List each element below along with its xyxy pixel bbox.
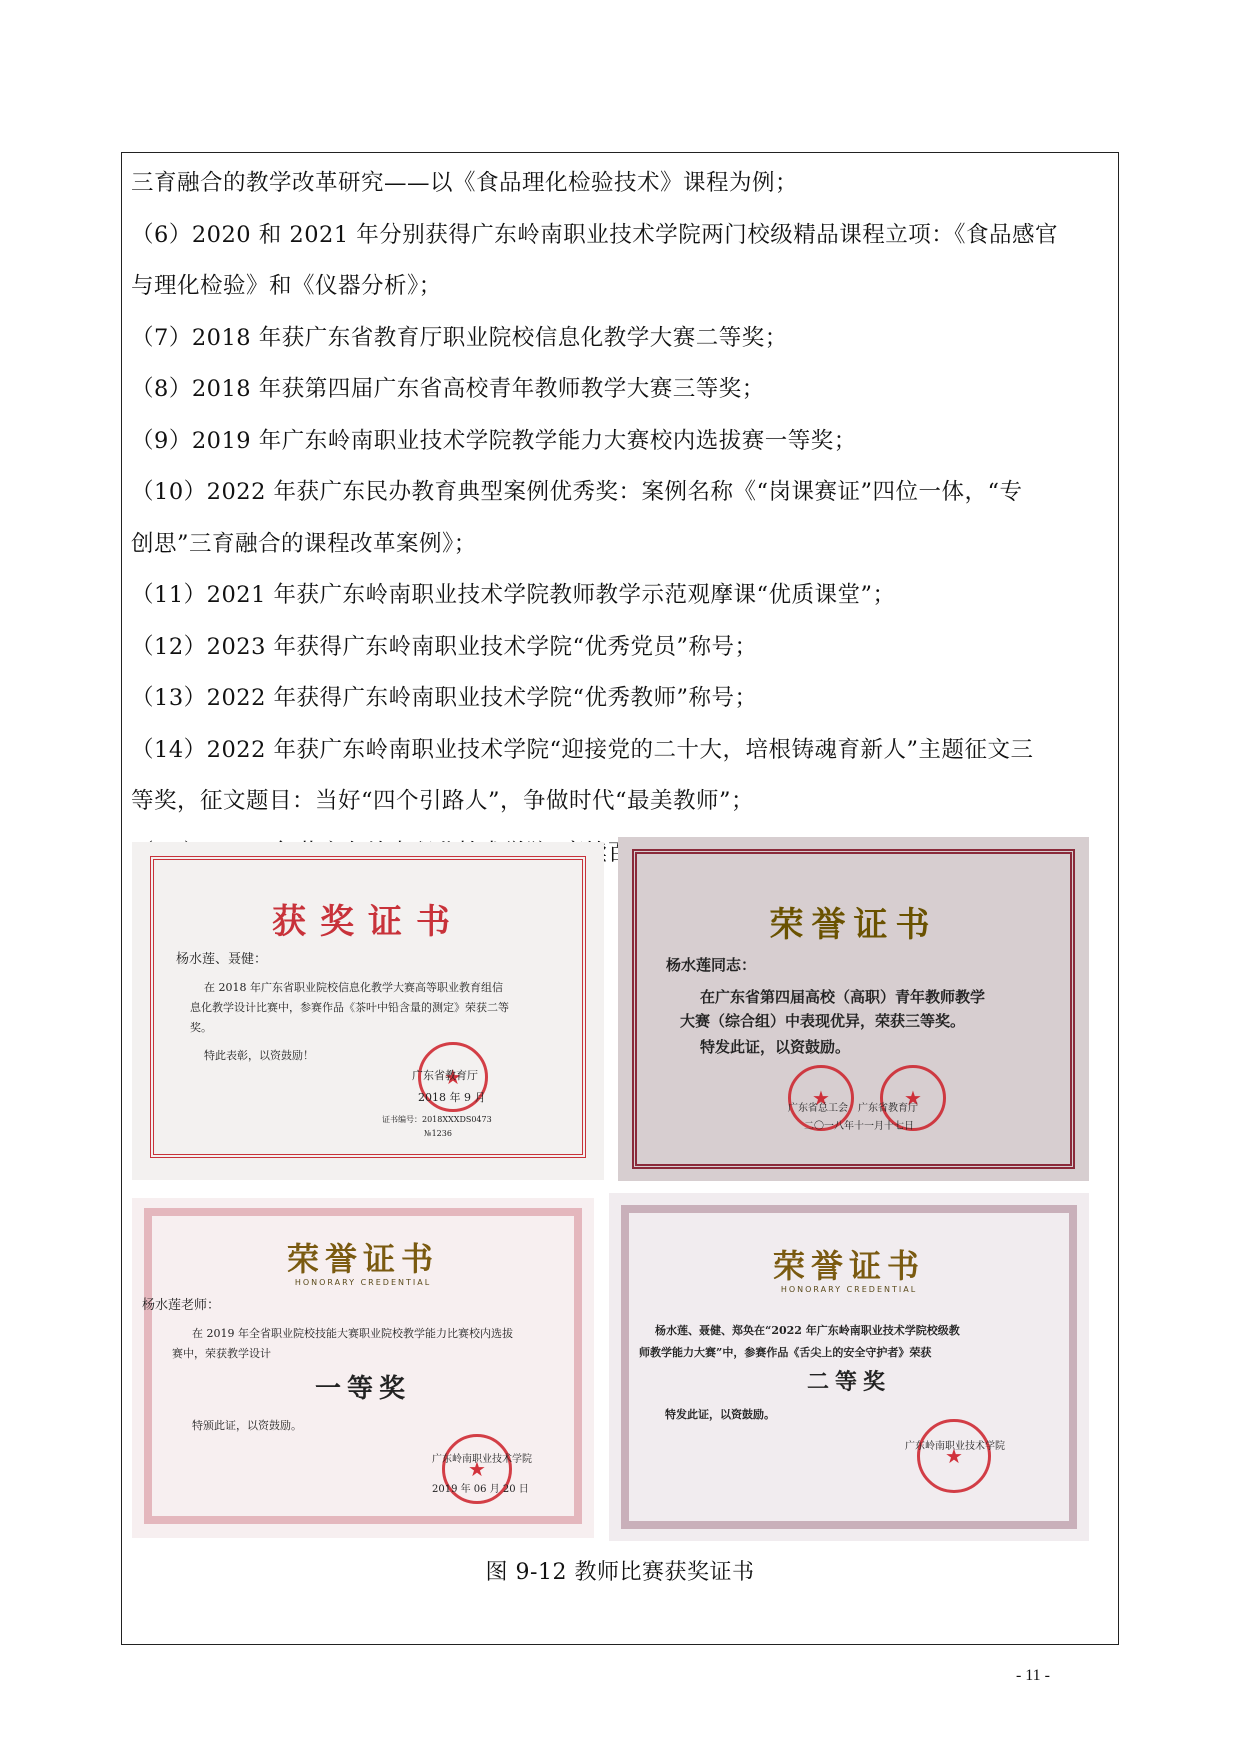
text-line: 三育融合的教学改革研究——以《食品理化检验技术》课程为例； (131, 170, 799, 196)
text-line: 创思”三育融合的课程改革案例》； (131, 530, 477, 557)
certificate-title: 荣誉证书 (286, 1240, 439, 1278)
certificate-recipient: 杨水莲同志： (666, 956, 757, 974)
text-line: （11）2021 年获广东岭南职业技术学院教师教学示范观摩课“优质课堂”； (131, 582, 896, 608)
text-line: （8）2018 年获第四届广东省高校青年教师教学大赛三等奖； (131, 376, 765, 402)
certificate-body: 奖。 (190, 1021, 212, 1034)
certificate-body: 在 2019 年全省职业院校技能大赛职业院校教学能力比赛校内选拔 (192, 1327, 513, 1340)
certificate-closing: 特此表彰，以资鼓励！ (204, 1049, 314, 1062)
certificate-recipient: 杨水莲老师： (142, 1298, 221, 1313)
certificate-issuer: 广东岭南职业技术学院 (432, 1454, 532, 1465)
text-line: 等奖，征文题目：当好“四个引路人”，争做时代“最美教师”； (131, 788, 755, 814)
certificate-title: 荣誉证书 (772, 1247, 925, 1285)
certificate-body: 在 2018 年广东省职业院校信息化教学大赛高等职业教育组信 (204, 981, 503, 994)
certificate-body: 赛中，荣获教学设计 (172, 1347, 271, 1360)
text-line: （14）2022 年获广东岭南职业技术学院“迎接党的二十大，培根铸魂育新人”主题征文三 (131, 736, 1034, 763)
certificate-issuer: 广东省总工会 广东省教育厅 (788, 1103, 918, 1114)
certificate-photo-1 (132, 842, 604, 1180)
text-line: （6）2020 和 2021 年分别获得广东岭南职业技术学院两门校级精品课程立项：《食品感官 (131, 221, 1059, 248)
figure-caption: 图 9-12 教师比赛获奖证书 (485, 1560, 755, 1585)
certificate-closing: 特发此证，以资鼓励。 (665, 1408, 775, 1421)
certificate-closing: 特颁此证，以资鼓励。 (192, 1419, 302, 1432)
text-line: 与理化检验》和《仪器分析》； (131, 273, 442, 299)
text-line: （9）2019 年广东岭南职业技术学院教学能力大赛校内选拔赛一等奖； (131, 427, 857, 454)
certificate-body: 息化教学设计比赛中，参赛作品《茶叶中铅含量的测定》荣获二等 (190, 1001, 509, 1014)
certificate-body: 杨水莲、聂健、郑奂在“2022 年广东岭南职业技术学院校级教 (655, 1324, 960, 1337)
text-line: （12）2023 年获得广东岭南职业技术学院“优秀党员”称号； (131, 633, 758, 660)
certificate-photo-3 (132, 1198, 594, 1538)
certificate-serial: 证书编号：2018XXXDS0473 (382, 1115, 492, 1124)
certificate-subtitle: HONORARY CREDENTIAL (294, 1278, 432, 1287)
certificate-issuer: 广东岭南职业技术学院 (905, 1441, 1005, 1452)
certificate-closing: 特发此证，以资鼓励。 (700, 1038, 851, 1056)
certificate-body: 大赛（综合组）中表现优异，荣获三等奖。 (680, 1012, 966, 1030)
certificate-date: 2018 年 9 月 (418, 1091, 486, 1104)
page-number: - 11 - (1015, 1667, 1050, 1684)
certificate-photo-4 (609, 1193, 1089, 1541)
award-level: 一等奖 (314, 1374, 411, 1404)
text-line: （13）2022 年获得广东岭南职业技术学院“优秀教师”称号； (131, 685, 758, 711)
award-level: 二等奖 (806, 1369, 891, 1395)
certificate-title: 获奖证书 (272, 902, 464, 942)
certificate-issuer: 广东省教育厅 (412, 1069, 478, 1082)
certificate-photo-2 (618, 837, 1089, 1181)
certificate-body: 师教学能力大赛”中，参赛作品《舌尖上的安全守护者》荣获 (639, 1346, 932, 1359)
certificate-date: 二〇一八年十一月十七日 (804, 1121, 914, 1132)
certificate-date: 2019 年 06 月 20 日 (432, 1484, 529, 1495)
award-list (131, 158, 1116, 879)
certificate-body: 在广东省第四届高校（高职）青年教师教学 (700, 988, 986, 1006)
text-line: （7）2018 年获广东省教育厅职业院校信息化教学大赛二等奖； (131, 324, 788, 351)
text-line: （10）2022 年获广东民办教育典型案例优秀奖：案例名称《“岗课赛证”四位一体，“专 (131, 479, 1023, 505)
certificate-recipient: 杨水莲、聂健： (176, 952, 268, 967)
certificate-subtitle: HONORARY CREDENTIAL (780, 1285, 918, 1294)
certificate-title: 荣誉证书 (769, 905, 938, 945)
certificate-number: №1236 (424, 1129, 452, 1138)
